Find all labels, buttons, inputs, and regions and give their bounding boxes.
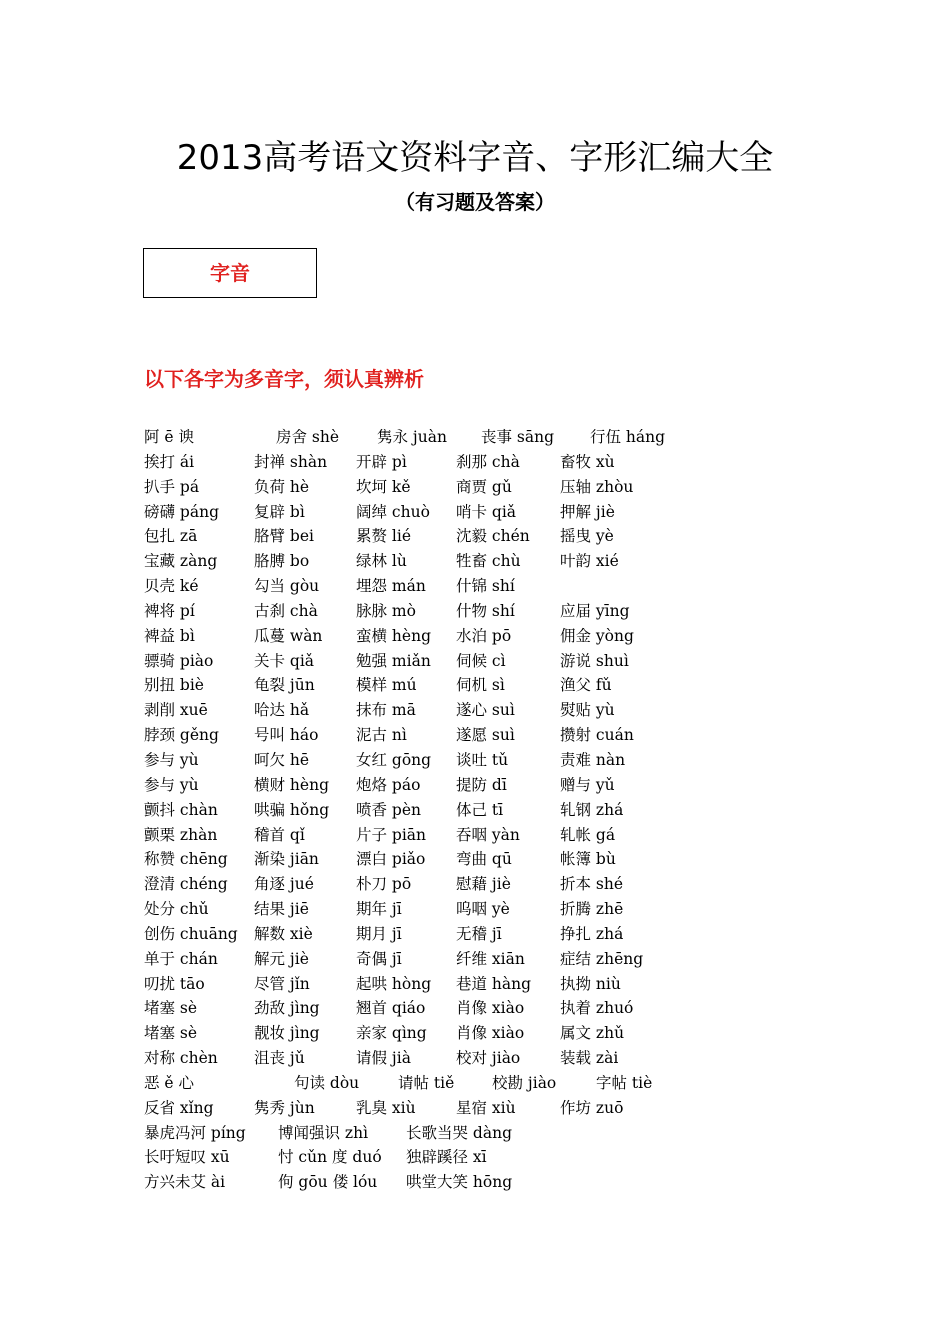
- pronunciation-entry: 暴虎冯河 píng: [144, 1123, 246, 1142]
- pronunciation-entry: 贝壳 ké: [144, 577, 199, 596]
- pronunciation-entry: 乳臭 xiù: [356, 1098, 416, 1117]
- pronunciation-entry: 奇偶 jī: [356, 949, 402, 968]
- pronunciation-entry: 阔绰 chuò: [356, 502, 430, 521]
- pronunciation-entry: 古刹 chà: [254, 601, 318, 620]
- pronunciation-entry: 慰藉 jiè: [456, 875, 511, 894]
- pronunciation-entry: 水泊 pō: [456, 626, 512, 645]
- pronunciation-entry: 佝 gōu 偻 lóu: [278, 1173, 378, 1192]
- list-row: [144, 500, 844, 525]
- pronunciation-entry: 剥削 xuē: [144, 701, 208, 720]
- pronunciation-entry: 句读 dòu: [294, 1073, 360, 1092]
- pronunciation-entry: 处分 chǔ: [144, 900, 209, 919]
- list-row: [144, 723, 844, 748]
- pronunciation-entry: 哨卡 qiǎ: [456, 502, 517, 521]
- pronunciation-entry: 横财 hèng: [254, 775, 329, 794]
- list-row: [144, 574, 844, 599]
- pronunciation-entry: 伺机 sì: [456, 676, 505, 695]
- list-row: [144, 450, 844, 475]
- pronunciation-entry: 喷香 pèn: [356, 800, 422, 819]
- pronunciation-entry: 颤栗 zhàn: [144, 825, 218, 844]
- pronunciation-entry: 校对 jiào: [456, 1049, 521, 1068]
- pronunciation-entry: 吞咽 yàn: [456, 825, 520, 844]
- pronunciation-entry: 挣扎 zhá: [560, 924, 624, 943]
- pronunciation-entry: 坎坷 kě: [356, 477, 411, 496]
- pronunciation-entry: 忖 cǔn 度 duó: [278, 1148, 382, 1167]
- list-row: [144, 1021, 844, 1046]
- pronunciation-entry: 阿 ē 谀: [144, 428, 195, 446]
- pronunciation-entry: 亲家 qìng: [356, 1024, 427, 1043]
- pronunciation-entry: 脖颈 gěng: [144, 726, 219, 745]
- pronunciation-entry: 体己 tī: [456, 800, 504, 819]
- pronunciation-entry: 方兴未艾 ài: [144, 1173, 226, 1192]
- pronunciation-entry: 哄骗 hǒng: [254, 800, 330, 819]
- pronunciation-entry: 隽秀 jùn: [254, 1098, 315, 1117]
- list-row: [144, 1170, 844, 1195]
- pronunciation-entry: 独辟蹊径 xī: [406, 1148, 487, 1167]
- pronunciation-entry: 遂心 suì: [456, 701, 515, 720]
- list-row: [144, 947, 844, 972]
- pronunciation-entry: 结果 jiē: [254, 900, 309, 919]
- list-row: [144, 698, 844, 723]
- pronunciation-entry: 抹布 mā: [356, 701, 416, 720]
- pronunciation-entry: 请帖 tiě: [398, 1073, 455, 1092]
- pronunciation-entry: 女红 gōng: [356, 750, 432, 769]
- document-subtitle: （有习题及答案）: [395, 190, 555, 214]
- pronunciation-entry: 骠骑 piào: [144, 651, 214, 670]
- pronunciation-entry: 关卡 qiǎ: [254, 651, 315, 670]
- pronunciation-entry: 解数 xiè: [254, 924, 313, 943]
- pronunciation-entry: 丧事 sāng: [481, 428, 555, 446]
- pronunciation-entry: 解元 jiè: [254, 949, 309, 968]
- pronunciation-entry: 隽永 juàn: [377, 428, 447, 446]
- pronunciation-entry: 装载 zài: [560, 1049, 619, 1068]
- pronunciation-entry: 漂白 piǎo: [356, 850, 426, 869]
- pronunciation-entry: 胳膊 bo: [254, 552, 310, 571]
- pronunciation-entry: 牲畜 chù: [456, 552, 521, 571]
- list-row: [144, 425, 844, 450]
- pronunciation-entry: 裨将 pí: [144, 601, 195, 620]
- pronunciation-entry: 商贾 gǔ: [456, 477, 512, 496]
- pronunciation-entry: 挨打 ái: [144, 452, 195, 471]
- pronunciation-entry: 渔父 fǔ: [560, 676, 612, 695]
- list-row: [144, 599, 844, 624]
- pronunciation-entry: 压轴 zhòu: [560, 477, 634, 496]
- pronunciation-entry: 片子 piān: [356, 825, 427, 844]
- pronunciation-entry: 押解 jiè: [560, 502, 615, 521]
- pronunciation-entry: 校勘 jiào: [492, 1073, 557, 1092]
- pronunciation-entry: 勉强 miǎn: [356, 651, 431, 670]
- pronunciation-entry: 呜咽 yè: [456, 900, 510, 919]
- pronunciation-entry: 磅礴 páng: [144, 502, 219, 521]
- pronunciation-entry: 反省 xǐng: [144, 1098, 214, 1117]
- pronunciation-entry: 叶韵 xié: [560, 552, 619, 571]
- pronunciation-entry: 累赘 lié: [356, 527, 412, 546]
- list-row: [144, 798, 844, 823]
- pronunciation-entry: 创伤 chuāng: [144, 924, 238, 943]
- pronunciation-entry: 瓜蔓 wàn: [254, 626, 323, 645]
- pronunciation-entry: 什物 shí: [456, 601, 515, 620]
- list-row: [144, 1121, 844, 1146]
- pronunciation-entry: 哄堂大笑 hōng: [406, 1173, 513, 1192]
- list-row: [144, 897, 844, 922]
- pronunciation-entry: 佣金 yòng: [560, 626, 634, 645]
- pronunciation-entry: 蛮横 hèng: [356, 626, 431, 645]
- pronunciation-entry: 执拗 niù: [560, 974, 621, 993]
- list-row: [144, 1145, 844, 1170]
- pronunciation-entry: 熨贴 yù: [560, 701, 615, 720]
- pronunciation-entry: 纤维 xiān: [456, 949, 525, 968]
- pronunciation-entry: 刹那 chà: [456, 452, 520, 471]
- pronunciation-entry: 帐簿 bù: [560, 850, 616, 869]
- pronunciation-entry: 遂愿 suì: [456, 726, 515, 745]
- pronunciation-entry: 模样 mú: [356, 676, 417, 695]
- pronunciation-entry: 谈吐 tǔ: [456, 750, 509, 769]
- pronunciation-entry: 包扎 zā: [144, 527, 198, 546]
- pronunciation-entry: 房舍 shè: [276, 428, 340, 446]
- pronunciation-entry: 翘首 qiáo: [356, 999, 426, 1018]
- pronunciation-entry: 劲敌 jìng: [254, 999, 320, 1018]
- list-row: [144, 872, 844, 897]
- pronunciation-entry: 封禅 shàn: [254, 452, 328, 471]
- pronunciation-entry: 伺候 cì: [456, 651, 506, 670]
- pronunciation-entry: 绿林 lù: [356, 552, 407, 571]
- pronunciation-entry: 赠与 yǔ: [560, 775, 615, 794]
- pronunciation-entry: 恶 ě 心: [144, 1073, 195, 1092]
- list-row: [144, 972, 844, 997]
- list-row: [144, 847, 844, 872]
- pronunciation-entry: 折本 shé: [560, 875, 624, 894]
- pronunciation-entry: 攒射 cuán: [560, 726, 634, 745]
- pronunciation-entry: 渐染 jiān: [254, 850, 319, 869]
- pronunciation-entry: 起哄 hòng: [356, 974, 432, 993]
- pronunciation-entry: 折腾 zhē: [560, 900, 624, 919]
- pronunciation-entry: 靓妆 jìng: [254, 1024, 320, 1043]
- pronunciation-entry: 轧帐 gá: [560, 825, 616, 844]
- pronunciation-entry: 堵塞 sè: [144, 999, 198, 1018]
- list-row: [144, 773, 844, 798]
- pronunciation-entry: 叨扰 tāo: [144, 974, 205, 993]
- pronunciation-entry: 单于 chán: [144, 949, 218, 968]
- pronunciation-entry: 复辟 bì: [254, 502, 305, 521]
- pronunciation-entry: 宝藏 zàng: [144, 552, 218, 571]
- list-row: [144, 624, 844, 649]
- pronunciation-entry: 属文 zhǔ: [560, 1024, 625, 1043]
- pronunciation-entry: 轧钢 zhá: [560, 800, 624, 819]
- section-box-zi-yin: 字音: [143, 248, 317, 298]
- pronunciation-entry: 畜牧 xù: [560, 452, 615, 471]
- pronunciation-entry: 尽管 jǐn: [254, 974, 310, 993]
- pronunciation-entry: 堵塞 sè: [144, 1024, 198, 1043]
- list-row: [144, 524, 844, 549]
- pronunciation-entry: 执着 zhuó: [560, 999, 634, 1018]
- pronunciation-entry: 字帖 tiè: [596, 1073, 653, 1092]
- pronunciation-entry: 参与 yù: [144, 750, 199, 769]
- pronunciation-entry: 无稽 jī: [456, 924, 502, 943]
- pronunciation-entry: 行伍 háng: [590, 428, 666, 446]
- pronunciation-entry: 负荷 hè: [254, 477, 310, 496]
- pronunciation-entry: 呵欠 hē: [254, 750, 310, 769]
- pronunciation-entry: 应届 yīng: [560, 601, 630, 620]
- pronunciation-entry: 症结 zhēng: [560, 949, 644, 968]
- list-row: [144, 823, 844, 848]
- pronunciation-entry: 龟裂 jūn: [254, 676, 315, 695]
- pronunciation-entry: 埋怨 mán: [356, 577, 426, 596]
- list-row: [144, 549, 844, 574]
- pronunciation-entry: 澄清 chéng: [144, 875, 228, 894]
- pronunciation-entry: 博闻强识 zhì: [278, 1123, 369, 1142]
- pronunciation-entry: 长歌当哭 dàng: [406, 1123, 512, 1142]
- pronunciation-entry: 作坊 zuō: [560, 1098, 624, 1117]
- pronunciation-entry: 沮丧 jǔ: [254, 1049, 305, 1068]
- pronunciation-entry: 请假 jià: [356, 1049, 411, 1068]
- pronunciation-entry: 星宿 xiù: [456, 1098, 516, 1117]
- pronunciation-entry: 胳臂 bei: [254, 527, 314, 546]
- pronunciation-entry: 沈毅 chén: [456, 527, 530, 546]
- pronunciation-entry: 称赞 chēng: [144, 850, 228, 869]
- pronunciation-entry: 肖像 xiào: [456, 1024, 525, 1043]
- pronunciation-entry: 颤抖 chàn: [144, 800, 218, 819]
- pronunciation-entry: 稽首 qǐ: [254, 825, 305, 844]
- pronunciation-entry: 摇曳 yè: [560, 527, 614, 546]
- pronunciation-entry: 角逐 jué: [254, 875, 314, 894]
- list-row: [144, 673, 844, 698]
- pronunciation-entry: 期年 jī: [356, 900, 402, 919]
- list-row: [144, 1071, 844, 1096]
- pronunciation-entry: 号叫 háo: [254, 726, 319, 745]
- pronunciation-entry: 炮烙 páo: [356, 775, 421, 794]
- section-heading: 以下各字为多音字，须认真辨析: [144, 367, 424, 391]
- list-row: [144, 1046, 844, 1071]
- list-row: [144, 475, 844, 500]
- pronunciation-entry: 脉脉 mò: [356, 601, 416, 620]
- pronunciation-entry: 游说 shuì: [560, 651, 629, 670]
- list-row: [144, 748, 844, 773]
- list-row: [144, 649, 844, 674]
- pronunciation-entry: 开辟 pì: [356, 452, 407, 471]
- pronunciation-entry: 巷道 hàng: [456, 974, 532, 993]
- pronunciation-entry: 责难 nàn: [560, 750, 626, 769]
- pronunciation-entry: 期月 jī: [356, 924, 402, 943]
- pronunciation-entry: 勾当 gòu: [254, 577, 320, 596]
- pronunciation-entry: 朴刀 pō: [356, 875, 412, 894]
- pronunciation-entry: 长吁短叹 xū: [144, 1148, 230, 1167]
- list-row: [144, 996, 844, 1021]
- pronunciation-entry: 对称 chèn: [144, 1049, 218, 1068]
- list-row: [144, 922, 844, 947]
- list-row: [144, 1096, 844, 1121]
- pronunciation-entry: 哈达 hǎ: [254, 701, 310, 720]
- pronunciation-entry: 什锦 shí: [456, 577, 515, 596]
- pronunciation-entry: 肖像 xiào: [456, 999, 525, 1018]
- document-title: 2013高考语文资料字音、字形汇编大全: [176, 138, 774, 178]
- pronunciation-entry: 弯曲 qū: [456, 850, 512, 869]
- pronunciation-entry: 提防 dī: [456, 775, 507, 794]
- pronunciation-entry: 泥古 nì: [356, 726, 407, 745]
- pronunciation-entry: 扒手 pá: [144, 477, 200, 496]
- pronunciation-entry: 裨益 bì: [144, 626, 195, 645]
- pronunciation-list: [144, 425, 844, 1195]
- pronunciation-entry: 参与 yù: [144, 775, 199, 794]
- pronunciation-entry: 别扭 biè: [144, 676, 204, 695]
